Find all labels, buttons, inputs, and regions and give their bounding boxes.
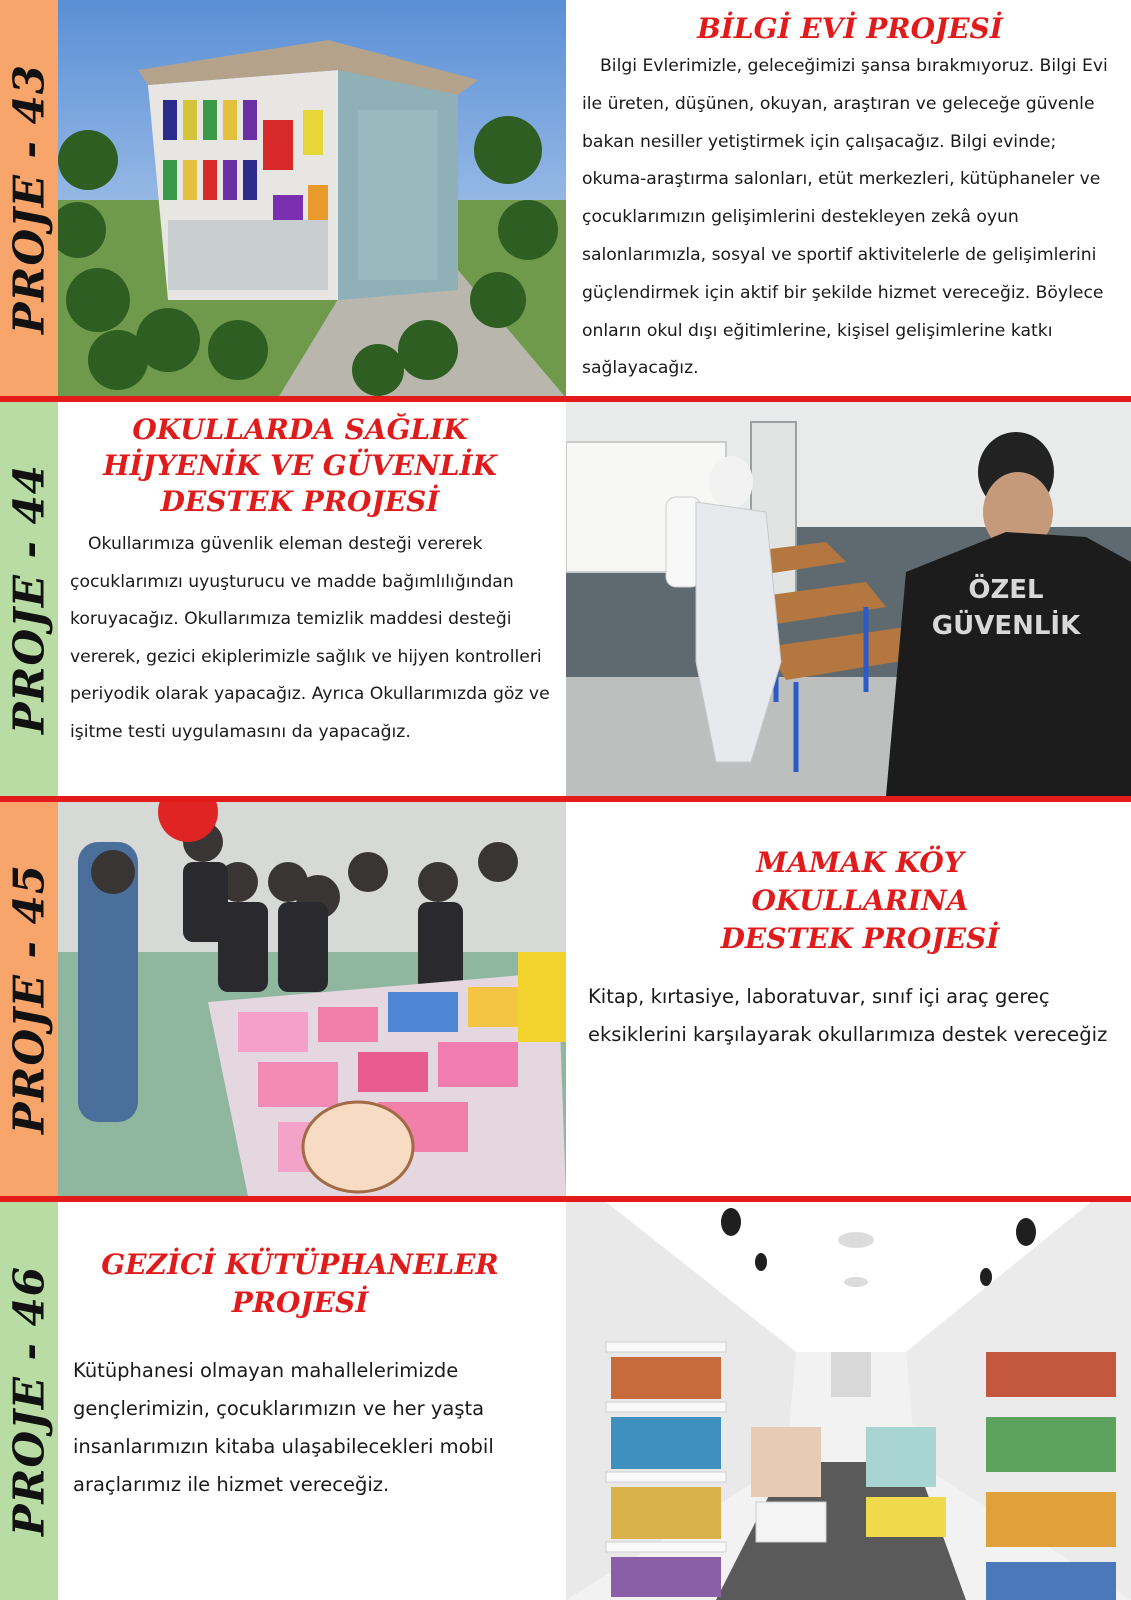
project-44-text: Okullarımıza güvenlik eleman desteği vererek çocuklarımızı uyuşturucu ve madde bağımlılığından koruyacağız. Okullarımıza temizlik maddesi desteği vererek, gezici ekiplerimizle sağlık ve hijyen kontrolleri periyodik olarak yapacağız. Ayrıca Okullarımızda göz ve işitme testi uygulamasını da yapacağız. — [70, 534, 550, 742]
project-46-side-band — [0, 1202, 58, 1600]
project-45-side-band — [0, 802, 58, 1196]
project-45-section — [0, 802, 1131, 1196]
project-45-title: MAMAK KÖY OKULLARINA DESTEK PROJESİ — [720, 846, 1000, 955]
project-43-text: Bilgi Evlerimizle, geleceğimizi şansa bırakmıyoruz. Bilgi Evi ile üreten, düşünen, okuyan, araştıran ve geleceğe güvenle bakan nesiller yetiştirmek için çalışacağız. Bilgi evinde; okuma-araştırma salonları, etüt merkezleri, kütüphaneler ve çocuklarımızın gelişimlerini destekleyen zekâ oyun salonlarımızla, sosyal ve sportif aktivitelerle de gelişimlerini güçlendirmek için aktif bir şekilde hizmet vereceğiz. Böylece onların okul dışı eğitimlerine, kişisel gelişimlerine katkı sağlayacağız. — [582, 56, 1108, 379]
project-43-side-band — [0, 0, 58, 398]
project-44-label: PROJE - 44 — [4, 463, 54, 735]
jacket-text-1: ÖZEL — [968, 575, 1044, 605]
jacket-text-2: GÜVENLİK — [931, 611, 1081, 641]
project-45-label: PROJE - 45 — [4, 863, 54, 1135]
project-43-section — [0, 0, 1131, 398]
project-46-text: Kütüphanesi olmayan mahallelerimizde gençlerimizin, çocuklarımızın ve her yaşta insanlarımızın kitaba ulaşabilecekleri mobil araçlarımız ile hizmet vereceğiz. — [73, 1359, 494, 1496]
project-44-title: OKULLARDA SAĞLIK HİJYENİK VE GÜVENLİK DESTEK PROJESİ — [103, 413, 497, 518]
mask-toy-icon — [303, 1102, 413, 1192]
project-46-label: PROJE - 46 — [4, 1265, 54, 1537]
project-44-side-band — [0, 402, 58, 796]
portrait-icon — [831, 1352, 871, 1397]
project-43-title: BİLGİ EVİ PROJESİ — [697, 12, 1003, 45]
project-43-photo — [58, 0, 566, 398]
project-45-photo — [58, 802, 566, 1196]
project-46-photo — [566, 1202, 1131, 1600]
project-46-section — [0, 1202, 1131, 1600]
project-44-photo — [566, 402, 1131, 796]
project-45-text: Kitap, kırtasiye, laboratuvar, sınıf içi araç gereç eksiklerini karşılayarak okullarımıza destek vereceğiz — [588, 985, 1108, 1046]
project-44-section — [0, 402, 1131, 796]
project-43-label: PROJE - 43 — [4, 63, 54, 335]
project-46-title: GEZİCİ KÜTÜPHANELER PROJESİ — [101, 1248, 499, 1319]
